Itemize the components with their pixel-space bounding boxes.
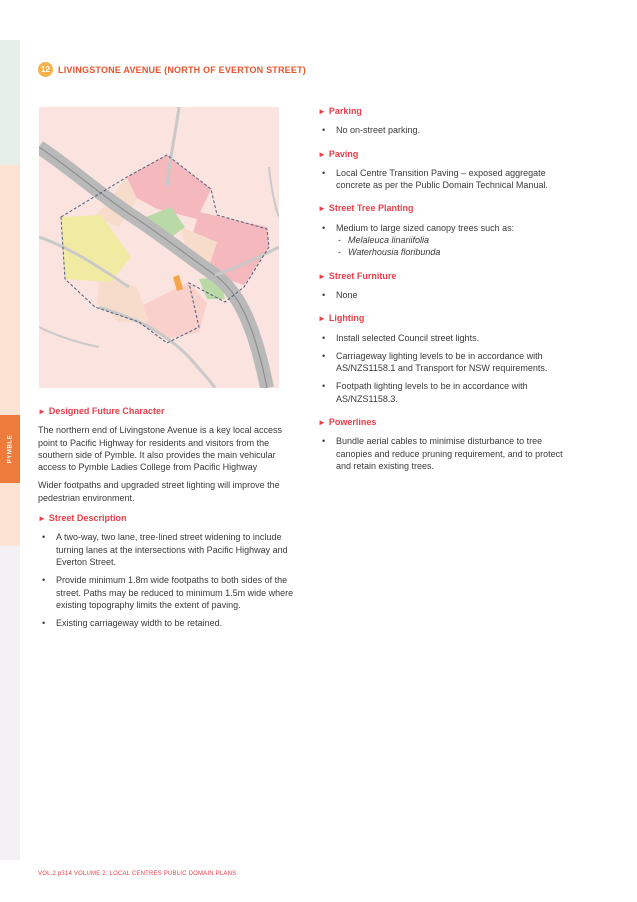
section-number-badge: 12 <box>38 62 53 77</box>
street-map <box>39 107 279 388</box>
arrow-right-icon: ► <box>318 418 326 428</box>
arrow-right-icon: ► <box>38 407 46 416</box>
sidebar-band-1 <box>0 40 20 165</box>
lighting-heading: ► Lighting <box>318 313 365 324</box>
sidebar-band-5 <box>0 546 20 860</box>
species-item: - Waterhousia floribunda <box>336 246 580 258</box>
list-item: • Local Centre Transition Paving – exposed aggregate concrete as per the Public Domain Technical Manual. <box>318 167 580 192</box>
arrow-right-icon: ► <box>318 314 326 324</box>
list-item: • None <box>318 289 580 301</box>
street-furniture-heading: ► Street Furniture <box>318 270 397 281</box>
arrow-right-icon: ► <box>318 271 326 281</box>
list-item: • Install selected Council street lights. <box>318 332 580 344</box>
page-title: LIVINGSTONE AVENUE (NORTH OF EVERTON STREET) <box>58 64 306 75</box>
paving-list <box>318 167 580 192</box>
list-item: • No on-street parking. <box>318 124 580 136</box>
list-item: • Medium to large sized canopy trees such as: - Melaleuca linariifolia - Waterhousia floribunda <box>318 222 580 259</box>
left-column <box>38 405 300 635</box>
powerlines-heading: ► Powerlines <box>318 417 377 428</box>
sidebar-tab-label[interactable]: PYMBLE <box>7 434 14 464</box>
list-item: • Provide minimum 1.8m wide footpaths to both sides of the street. Paths may be reduced to minimum 1.5m wide where existing topography limits the extent of paving. <box>38 574 300 611</box>
parking-list <box>318 124 580 136</box>
page-footer: VOL.2 p314 VOLUME 2: LOCAL CENTRES PUBLIC DOMAIN PLANS <box>38 871 237 877</box>
street-description-list <box>38 531 300 629</box>
species-item: - Melaleuca linariifolia <box>336 234 580 246</box>
list-item: • Existing carriageway width to be retained. <box>38 617 300 629</box>
character-paragraph: Wider footpaths and upgraded street lighting will improve the pedestrian environment. <box>38 480 280 503</box>
arrow-right-icon: ► <box>318 204 326 214</box>
arrow-right-icon: ► <box>318 107 326 116</box>
right-column <box>318 105 580 478</box>
list-item: • Bundle aerial cables to minimise disturbance to tree canopies and reduce pruning requirement, and to protect and retain existing trees. <box>318 435 580 472</box>
page-heading <box>38 62 306 77</box>
street-description-heading: ► Street Description <box>38 513 127 524</box>
arrow-right-icon: ► <box>38 514 46 524</box>
character-paragraph: The northern end of Livingstone Avenue is a key local access point to Pacific Highway for residents and visitors from the southern side of Pymble. It also provides the main vehicular access to Pymble Ladies College from Pacific Highway <box>38 425 282 473</box>
lighting-list <box>318 332 580 405</box>
street-tree-list <box>318 222 580 259</box>
list-item: • Carriageway lighting levels to be in accordance with AS/NZS1158.1 and Transport for NSW requirements. <box>318 350 580 375</box>
list-item: • A two-way, two lane, tree-lined street widening to include turning lanes at the intersections with Pacific Highway and Everton Street. <box>38 531 300 568</box>
paving-heading: ► Paving <box>318 148 359 159</box>
street-furniture-list <box>318 289 580 301</box>
designed-future-character-heading: ► Designed Future Character <box>38 406 165 416</box>
arrow-right-icon: ► <box>318 149 326 159</box>
list-item: • Footpath lighting levels to be in accordance with AS/NZS1158.3. <box>318 380 580 405</box>
sidebar-band-2 <box>0 165 20 415</box>
sidebar-band-4 <box>0 483 20 546</box>
parking-heading: ► Parking <box>318 106 362 116</box>
species-list <box>336 234 580 259</box>
powerlines-list <box>318 435 580 472</box>
street-tree-planting-heading: ► Street Tree Planting <box>318 203 414 214</box>
